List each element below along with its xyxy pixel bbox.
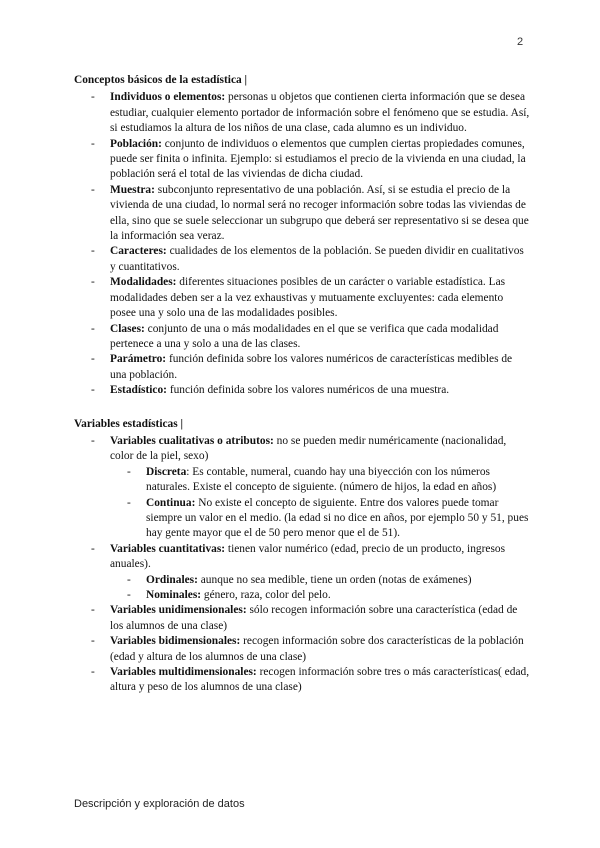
sub-list-item <box>110 573 530 588</box>
term-label: Parámetro: <box>110 353 167 366</box>
page-number: 2 <box>517 36 524 48</box>
term-label: Variables bidimensionales: <box>110 635 241 648</box>
term-label: Nominales: <box>146 589 202 601</box>
term-definition: No existe el concepto de siguiente. Entre dos valores puede tomar siempre un valor en el medio. (la edad si no dice en años, por ejemplo 50 y 51, pues hay gente mayor que el de 50 pero menor que el de 51). <box>146 496 529 540</box>
list-item <box>74 183 530 245</box>
concepts-list <box>74 90 530 398</box>
list-item <box>74 542 530 604</box>
term-label: Variables cualitativas o atributos: <box>110 434 274 447</box>
list-item <box>74 434 530 542</box>
term-label: Continua: <box>146 496 196 509</box>
term-definition: género, raza, color del pelo. <box>201 589 331 601</box>
term-label: Ordinales: <box>146 573 198 586</box>
term-definition: conjunto de una o más modalidades en el que se verifica que cada modalidad pertenece a una y solo a una de las clases. <box>110 322 499 350</box>
term-definition: tienen valor numérico (edad, precio de un producto, ingresos anuales). <box>110 542 506 571</box>
term-definition: función definida sobre los valores numéricos de características medibles de una población. <box>110 353 513 381</box>
term-definition: : Es contable, numeral, cuando hay una biyección con los números naturales. Existe el concepto de siguiente. (número de hijos, la edad en años) <box>146 465 497 494</box>
term-definition: función definida sobre los valores numéricos de una muestra. <box>166 384 450 397</box>
term-label: Variables unidimensionales: <box>110 604 247 617</box>
term-label: Población: <box>110 137 162 150</box>
term-definition: sólo recogen información sobre una característica (edad de los alumnos de una clase) <box>110 604 518 632</box>
document-body <box>74 73 530 714</box>
page-footer: Descripción y exploración de datos <box>74 798 245 810</box>
term-label: Muestra: <box>110 183 155 196</box>
section-heading: Conceptos básicos de la estadística | <box>74 74 248 86</box>
section-heading: Variables estadísticas | <box>74 417 184 430</box>
list-item <box>74 665 530 696</box>
term-definition: cualidades de los elementos de la población. Se pueden dividir en cualitativos y cuantitativos. <box>110 245 524 273</box>
sub-list-item <box>110 496 530 542</box>
sub-list-item <box>110 465 530 496</box>
section-variables <box>74 417 530 696</box>
list-item <box>74 383 530 398</box>
term-definition: no se pueden medir numéricamente (nacionalidad, color de la piel, sexo) <box>110 434 507 463</box>
section-conceptos <box>74 73 530 399</box>
term-definition: conjunto de individuos o elementos que cumplen ciertas propiedades comunes, puede ser finita o infinita. Ejemplo: si estudiamos el precio de la vivienda en una ciudad, la población será el total de las viviendas de dicha ciudad. <box>110 137 526 181</box>
term-label: Variables cuantitativas: <box>110 542 226 555</box>
term-label: Estadístico: <box>110 384 167 397</box>
term-definition: personas u objetos que contienen cierta información que se desea estudiar, cualquier elemento portador de información sobre el fenómeno que se estudia. Así, si estudiamos la altura de los niños de una clase, cada alumno es un individuo. <box>110 91 530 135</box>
term-definition: recogen información sobre tres o más características( edad, altura y peso de los alumnos de una clase) <box>110 666 530 694</box>
term-label: Discreta <box>146 465 187 478</box>
variables-list <box>74 434 530 696</box>
list-item <box>74 137 530 183</box>
term-definition: aunque no sea medible, tiene un orden (notas de exámenes) <box>197 573 472 586</box>
term-label: Clases: <box>110 322 145 335</box>
sub-list <box>110 573 530 604</box>
term-label: Individuos o elementos: <box>110 91 226 104</box>
list-item <box>74 90 530 136</box>
term-definition: subconjunto representativo de una población. Así, si se estudia el precio de la vivienda de una ciudad, lo normal será no recoger información sobre todas las viviendas de ella, sino que se suele seleccionar un subgrupo que deberá ser representativo si se desea que la información sea veraz. <box>110 183 529 243</box>
list-item <box>74 603 530 634</box>
term-label: Caracteres: <box>110 245 167 258</box>
list-item <box>74 275 530 321</box>
sub-list <box>110 465 530 542</box>
term-label: Modalidades: <box>110 276 177 289</box>
list-item <box>74 634 530 665</box>
list-item <box>74 244 530 275</box>
list-item <box>74 322 530 353</box>
term-definition: recogen información sobre dos características de la población (edad y altura de los alumnos de una clase) <box>110 635 524 663</box>
term-definition: diferentes situaciones posibles de un carácter o variable estadística. Las modalidades deben ser a la vez exhaustivas y mutuamente excluyentes: cada elemento posee una y solo una de las modalidades posibles. <box>110 276 506 320</box>
term-label: Variables multidimensionales: <box>110 666 257 679</box>
list-item <box>74 352 530 383</box>
sub-list-item <box>110 588 530 603</box>
